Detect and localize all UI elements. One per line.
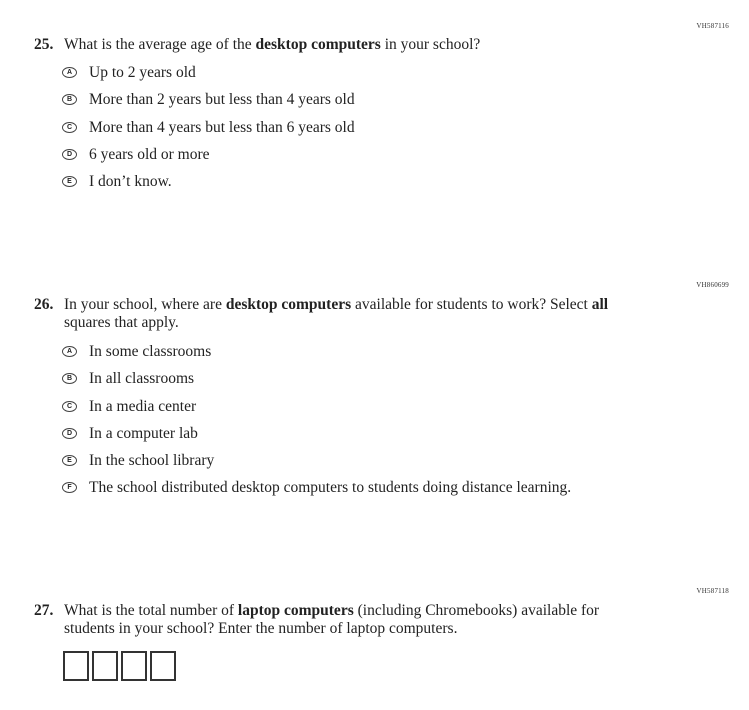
answer-bubble[interactable]: C	[62, 401, 77, 412]
laptop-count-entry	[63, 651, 179, 681]
answer-bubble[interactable]: F	[62, 482, 77, 493]
digit-box-1[interactable]	[63, 651, 89, 681]
question-text: In your school, where are desktop computers available for students to work? Select all squares that apply.	[64, 296, 609, 331]
answer-bubble[interactable]: A	[62, 346, 77, 357]
question-number: 26.	[34, 296, 54, 313]
answer-bubble[interactable]: B	[62, 94, 77, 105]
digit-box-3[interactable]	[121, 651, 147, 681]
digit-box-4[interactable]	[150, 651, 176, 681]
digit-box-2[interactable]	[92, 651, 118, 681]
answer-bubble[interactable]: E	[62, 176, 77, 187]
question-number: 27.	[34, 602, 54, 619]
answer-bubble[interactable]: B	[62, 373, 77, 384]
question-text: What is the total number of laptop computers (including Chromebooks) available for students in your school? Enter the number of laptop computers.	[64, 602, 600, 637]
item-code-q27: VH587118	[696, 587, 729, 595]
answer-bubble[interactable]: E	[62, 455, 77, 466]
item-code-q25: VH587116	[696, 22, 729, 30]
answer-bubble[interactable]: D	[62, 149, 77, 160]
question-26	[34, 296, 634, 332]
question-number: 25.	[34, 36, 54, 53]
answer-bubble[interactable]: A	[62, 67, 77, 78]
answer-bubble[interactable]: D	[62, 428, 77, 439]
question-25	[34, 36, 634, 54]
item-code-q26: VH860699	[696, 281, 729, 289]
answer-bubble[interactable]: C	[62, 122, 77, 133]
question-text: What is the average age of the desktop computers in your school?	[64, 36, 481, 53]
question-27	[34, 602, 634, 638]
